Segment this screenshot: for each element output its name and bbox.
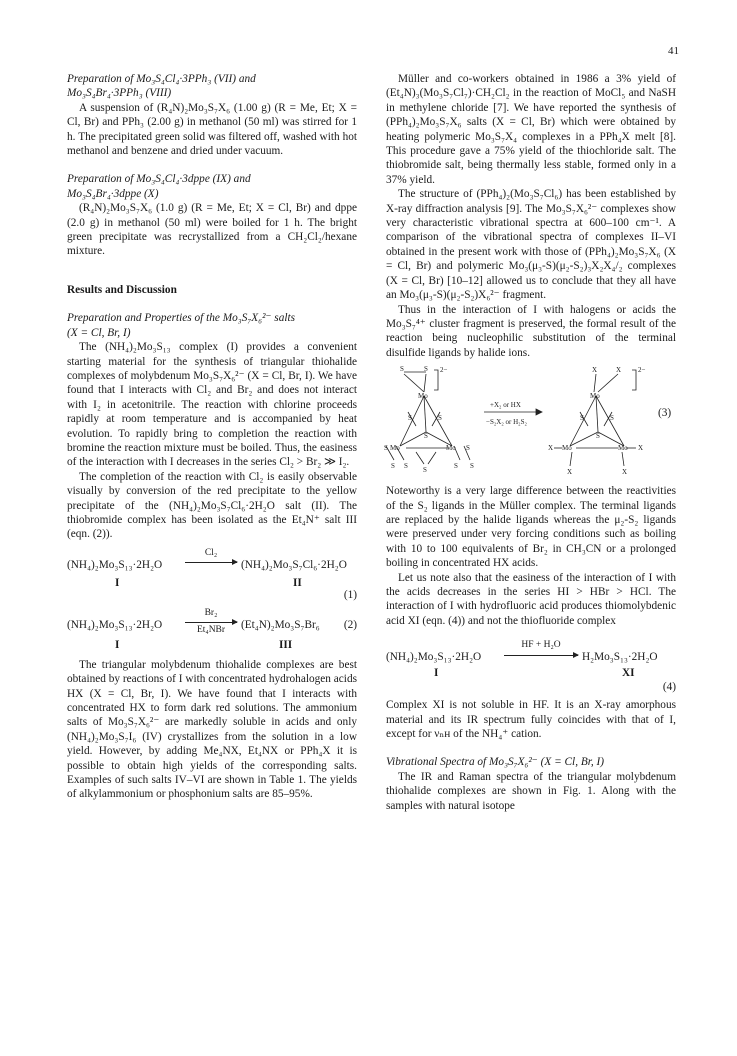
eq2-over: Br₂ — [204, 607, 218, 618]
scheme-drawing — [386, 366, 676, 484]
eq4-number: (4) — [662, 681, 676, 694]
eq1-label-right: II — [293, 576, 302, 589]
scheme-x-2: X — [616, 366, 622, 375]
scheme-s-10: S — [408, 414, 412, 423]
paragraph-acids: Let us note also that the easiness of the interaction of I with the acids decreases in the series HI > HBr > HCl. The interaction of I with hydrofluoric acid produces thiomolybdenic acid XI (eqn. (4)) and not the thiofluoride complex — [386, 571, 676, 627]
paragraph-muller: Müller and co-workers obtained in 1986 a 3% yield of (Et₄N)₃(Mo₃S₇Cl₇)·CH₂Cl₂ in the reaction of MoCl₅ and NaSH in methylene chloride [7]. We have reported the synthesis of (PPh₄)₂Mo₃S₇X₆ salts (X = Cl, Br) which were obtained by heating polymeric Mo₃S₇X₄ complexes in a PPh₄X melt [8]. This procedure gave a 75% yield of the thiochloride salt. The thiobromide salt, being thermally less stable, formed only in a 37% yield. — [386, 73, 676, 186]
scheme-charge-left: 2− — [440, 366, 448, 375]
scheme-s-12: S — [424, 432, 428, 441]
scheme-number: (3) — [658, 407, 672, 420]
eq1-label-left: I — [115, 576, 120, 589]
eq2-lhs: (NH₄)₂Mo₃S₁₃·2H₂O — [67, 618, 163, 631]
scheme-s-9: S — [423, 466, 427, 475]
paragraph-cluster: Thus in the interaction of I with halogens or acids the Mo₃S₇⁴⁺ cluster fragment is preserved, the formal result of the reaction being nucleophilic substitution of the terminal disulfide ligands by halide ions. — [386, 303, 676, 359]
eq4-rhs: H₂Mo₃S₁₃·2H₂O — [582, 651, 658, 664]
paragraph-thiohalide: The triangular molybdenum thiohalide complexes are best obtained by reactions of I with concentrated hydrohalogen acids HX (X = Cl, Br, I). We have found that I interacts with concentrated HX to form dark red solutions. The ammonium salts of Mo₃S₇X₆²⁻ are markedly soluble in acids and only (NH₄)₂Mo₃S₇I₆ (IV) crystallizes from the solution in a low yield. However, by adding Me₄NX, Et₄NX or PPh₄X it is possible to obtain high yields of the corresponding salts. Examples of such salts IV–VI are shown in Table 1. The yields of alkylammonium or phosphonium salts are 85–95%. — [67, 658, 357, 801]
scheme-s-7: S — [454, 462, 458, 471]
eq2-number: (2) — [343, 618, 357, 631]
eq2-label-left: I — [115, 638, 120, 651]
eq1-arrow — [185, 546, 237, 563]
scheme-s-5: S — [391, 462, 395, 471]
heading-prep-ix: Preparation of Mo₃S₄Cl₄·3dppe (IX) and — [67, 173, 251, 186]
scheme-s-15: S — [596, 432, 600, 441]
paragraph-spectra: The IR and Raman spectra of the triangular molybdenum thiohalide complexes are shown in Fig. 1. Along with the samples with natural isotope — [386, 770, 676, 812]
paragraph-prep-vii: A suspension of (R₄N)₂Mo₃S₇X₆ (1.00 g) (R = Me, Et; X = Cl, Br) and PPh₃ (2.00 g) in methanol (50 ml) was stirred for 1 h. The precipitated green solid was filtered off, washed with hot methanol and benzene and dried under vacuum. — [67, 101, 357, 158]
eq2-rhs: (Et₄N)₂Mo₃S₇Br₆ — [241, 618, 320, 631]
heading-salts: Preparation and Properties of the Mo₃S₇X₆²⁻ salts — [67, 312, 296, 325]
paragraph-noteworthy: Noteworthy is a very large difference between the reactivities of the S₂ ligands in the Müller complex. The terminal ligands are replaced by the halide ligands whereas the μ₂-S₂ ligands were preserved under very forcing conditions such as boiling with 10 to 100 equivalents of Br₂ in CH₃CN or a prolonged boiling in concentrated HX acids. — [386, 485, 676, 570]
scheme-s-3: S — [384, 444, 388, 453]
scheme-s-8: S — [470, 462, 474, 471]
equation-1 — [67, 546, 357, 589]
eq4-arrow — [504, 638, 578, 655]
eq2-label-right: III — [279, 638, 293, 651]
eq1-lhs: (NH₄)₂Mo₃S₁₃·2H₂O — [67, 558, 163, 571]
eq4-over: HF + H₂O — [521, 640, 561, 651]
scheme-s-2: S — [424, 365, 428, 374]
eq1-number: (1) — [343, 588, 357, 601]
eq1-over: Cl₂ — [204, 547, 218, 558]
paragraph-prep-ix: (R₄N)₂Mo₃S₇X₆ (1.0 g) (R = Me, Et; X = Cl, Br) and dppe (2.0 g) in methanol (50 ml) were boiled for 1 h. The bright green precipitate was recrystallized from a CH₂Cl₂/hexane mixture. — [67, 202, 357, 258]
scheme-mo-top-left: Mo — [418, 392, 428, 401]
heading-vibrational: Vibrational Spectra of Mo₃S₇X₆²⁻ (X = Cl, Br, I) — [386, 756, 605, 769]
paragraph-structure: The structure of (PPh₄)₂(Mo₃S₇Cl₆) has been established by X-ray diffraction analysis [9]. The Mo₃S₇X₆²⁻ complexes show very characteristic vibrational spectra at 600–100 cm⁻¹. A comparison of the vibrational spectra of complexes II–VI obtained in the present work with those of (PPh₄)₂Mo₃S₇X₆ (X = Cl, Br) and polymeric Mo₃(μ₃-S)(μ₂-S₂)₃X₂X₄/₂ complexes (X = Cl, Br) [10–12] allowed us to conclude that they all have an Mo₃(μ₃-S)(μ₂-S₂)X₆²⁻ fragment. — [386, 188, 676, 302]
page-number: 41 — [668, 45, 679, 57]
scheme-x-5: X — [567, 468, 573, 477]
scheme-s-13: S — [580, 414, 584, 423]
paragraph-complex-xi: Complex XI is not soluble in HF. It is an X-ray amorphous material and its IR spectrum fully coincides with that of I, except for νₙʜ of the NH₄⁺ cation. — [386, 699, 676, 740]
eq4-lhs: (NH₄)₂Mo₃S₁₃·2H₂O — [386, 651, 482, 664]
heading-prep-vii: Preparation of Mo₃S₄Cl₄·3PPh₃ (VII) and — [67, 73, 256, 85]
equation-4 — [386, 638, 676, 680]
left-column — [67, 72, 357, 802]
scheme-s-11: S — [438, 414, 442, 423]
scheme-x-3: X — [548, 444, 554, 453]
reaction-scheme-3 — [386, 366, 676, 484]
heading-prep-x: Mo₃S₄Br₄·3dppe (X) — [67, 187, 159, 200]
paragraph-complex-i: The (NH₄)₂Mo₃S₁₃ complex (I) provides a convenient starting material for the synthesis of triangular thiohalide complexes of molybdenum Mo₃S₇X₆²⁻ (X = Cl, Br, I). We have found that I interacts with Cl₂ and Br₂ and does not interact with I₂ in acetonitrile. The reaction with chlorine proceeds rapidly at room temperature and is accompanied by heat evolution. To rapidly bring to completion the reaction with bromine the reaction mixture must be boiled. Thus, the easiness of the interaction with I decreases in the series Cl₂ > Br₂ ≫ I₂. — [67, 341, 357, 469]
eq2-arrow — [185, 606, 237, 638]
paragraph-completion: The completion of the reaction with Cl₂ is easily observable visually by conversion of the red precipitate to the yellow precipitate of the (NH₄)₂Mo₃S₇Cl₆·2H₂O salt (II). The thiobromide complex has been isolated as the Et₄N⁺ salt III (eqn. (2)). — [67, 470, 357, 541]
scheme-s-4: S — [466, 444, 470, 453]
eq4-label-left: I — [434, 667, 439, 680]
eq4-label-right: XI — [622, 667, 635, 680]
scheme-x-6: X — [622, 468, 628, 477]
scheme-s-14: S — [610, 414, 614, 423]
heading-salts-x: (X = Cl, Br, I) — [67, 326, 131, 339]
scheme-arrow-under: −S₂X₂ or H₂S₂ — [486, 418, 527, 427]
equation-2 — [67, 606, 357, 650]
scheme-s-6: S — [404, 462, 408, 471]
eq1-rhs: (NH₄)₂Mo₃S₇Cl₆·2H₂O — [241, 558, 347, 571]
scheme-s-1: S — [400, 365, 404, 374]
heading-prep-viii: Mo₃S₄Br₄·3PPh₃ (VIII) — [67, 87, 172, 100]
scheme-arrow-over: +X₂ or HX — [490, 401, 521, 410]
right-column — [386, 72, 676, 813]
scheme-mo-top-right: Mo — [590, 392, 600, 401]
scheme-mo-left-left: Mo — [390, 444, 400, 453]
scheme-charge-right: 2− — [638, 366, 646, 375]
scheme-mo-left-right: Mo — [562, 444, 572, 453]
scheme-x-4: X — [638, 444, 644, 453]
scheme-x-1: X — [592, 366, 598, 375]
section-heading: Results and Discussion — [67, 283, 177, 296]
scheme-mo-right-left: Mo — [446, 444, 456, 453]
scheme-mo-right-right: Mo — [618, 444, 628, 453]
eq2-under: Et₄NBr — [196, 625, 226, 636]
